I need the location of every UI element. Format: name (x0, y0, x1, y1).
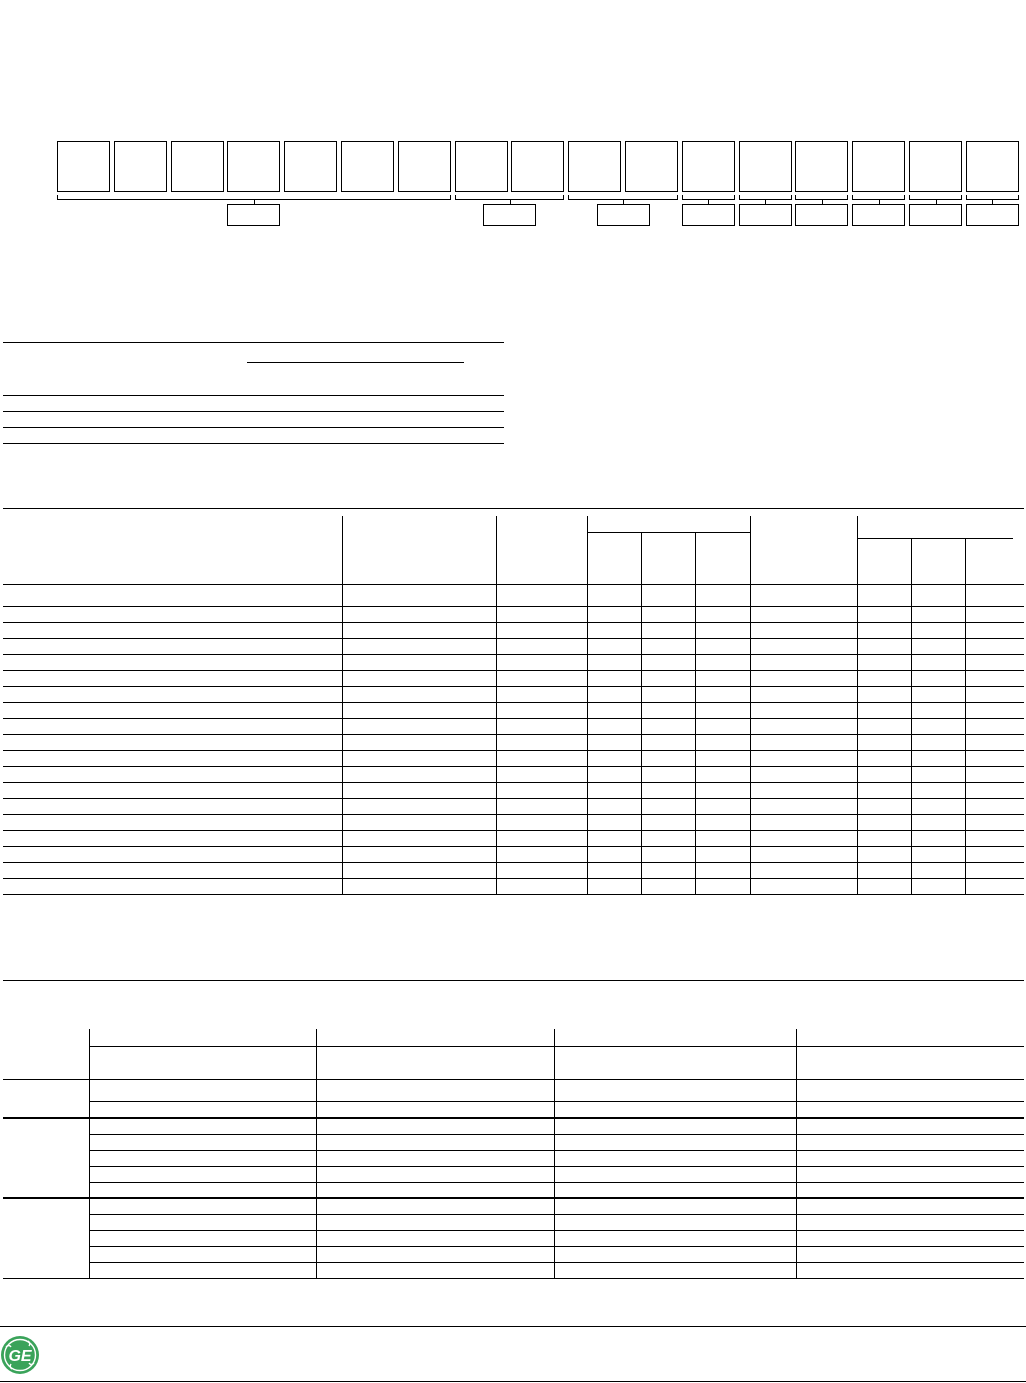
code-box (284, 141, 337, 192)
options-column-rule (554, 1029, 555, 1278)
footer-bottom-rule (0, 1381, 1026, 1382)
code-box (795, 141, 848, 192)
options-column-rule (796, 1029, 797, 1278)
code-box (57, 141, 110, 192)
options-row-rule (89, 1182, 1024, 1183)
options-group-rule (3, 1117, 1024, 1119)
perf-row-rule (3, 862, 1024, 863)
spec-table-row-rule (3, 427, 504, 428)
options-row-rule (89, 1214, 1024, 1215)
perf-row-rule (3, 830, 1024, 831)
ge-logo-icon (0, 1335, 40, 1375)
perf-row-rule (3, 670, 1024, 671)
code-group-box (795, 204, 848, 226)
code-box (227, 141, 280, 192)
options-column-rule (316, 1029, 317, 1278)
options-row-rule (89, 1246, 1024, 1247)
spec-table-header-rule (247, 362, 464, 363)
code-group-box (227, 204, 280, 226)
code-group-box (909, 204, 962, 226)
perf-row-rule (3, 654, 1024, 655)
options-row-rule (89, 1101, 1024, 1102)
perf-row-rule (3, 686, 1024, 687)
perf-header-group-rule (857, 538, 1013, 539)
code-box (511, 141, 564, 192)
perf-column-rule (857, 516, 858, 894)
perf-column-rule (342, 516, 343, 894)
code-box (682, 141, 735, 192)
perf-row-rule (3, 798, 1024, 799)
options-row-rule (89, 1166, 1024, 1167)
code-group-box (739, 204, 792, 226)
perf-row-rule (3, 638, 1024, 639)
perf-row-rule (3, 782, 1024, 783)
code-box (341, 141, 394, 192)
perf-column-rule (641, 533, 642, 894)
perf-table-top-rule (3, 508, 1024, 509)
code-box (739, 141, 792, 192)
options-header-bottom-rule (3, 1079, 1024, 1080)
options-row-rule (89, 1134, 1024, 1135)
perf-row-rule (3, 894, 1024, 895)
spec-table-bottom-rule (3, 443, 504, 444)
code-box (171, 141, 224, 192)
code-group-box (966, 204, 1019, 226)
options-bottom-rule (3, 1278, 1024, 1279)
options-row-rule (89, 1150, 1024, 1151)
options-header-rule (89, 1046, 1024, 1047)
perf-column-rule (496, 516, 497, 894)
code-box (966, 141, 1019, 192)
perf-column-rule (965, 539, 966, 894)
perf-column-rule (587, 516, 588, 894)
spec-table-row-rule (3, 395, 504, 396)
spec-table-top-rule (3, 342, 504, 343)
svg-text:GE: GE (8, 1348, 32, 1365)
options-row-rule (89, 1230, 1024, 1231)
footer-top-rule (0, 1326, 1026, 1327)
perf-row-rule (3, 814, 1024, 815)
perf-row-rule (3, 846, 1024, 847)
perf-row-rule (3, 878, 1024, 879)
perf-column-rule (750, 516, 751, 894)
perf-row-rule (3, 702, 1024, 703)
code-box (398, 141, 451, 192)
perf-row-rule (3, 734, 1024, 735)
perf-column-rule (911, 539, 912, 894)
options-table-top-rule (3, 980, 1024, 981)
code-box (852, 141, 905, 192)
options-column-rule (89, 1029, 90, 1278)
perf-row-rule (3, 750, 1024, 751)
perf-row-rule (3, 606, 1024, 607)
perf-row-rule (3, 718, 1024, 719)
perf-column-rule (695, 533, 696, 894)
spec-table-row-rule (3, 411, 504, 412)
perf-header-group-rule (587, 532, 750, 533)
code-box (625, 141, 678, 192)
code-group-box (483, 204, 536, 226)
perf-row-rule (3, 622, 1024, 623)
code-group-box (597, 204, 650, 226)
code-box (909, 141, 962, 192)
perf-row-rule (3, 766, 1024, 767)
options-row-rule (89, 1262, 1024, 1263)
code-box (114, 141, 167, 192)
code-group-box (682, 204, 735, 226)
code-box (568, 141, 621, 192)
perf-header-rule (3, 584, 1024, 585)
options-group-rule (3, 1197, 1024, 1199)
code-group-box (852, 204, 905, 226)
code-box (455, 141, 508, 192)
